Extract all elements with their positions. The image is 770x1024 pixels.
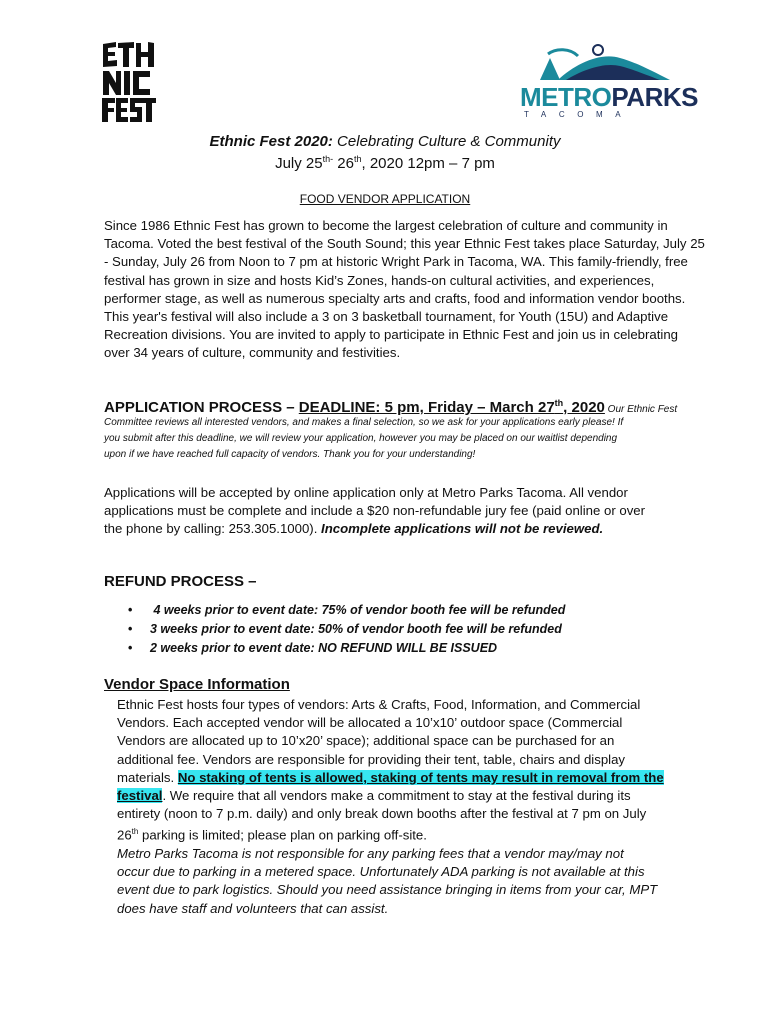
intro-line: festival has grown in size and hosts Kid’s Zones, hands-on cultural activities, and experiences,	[104, 272, 655, 288]
refund-list	[128, 601, 565, 658]
bullet-icon: •	[128, 641, 133, 655]
metro-parks-logo	[520, 44, 698, 120]
highlighted-rule: No staking of tents is allowed, staking of tents may result in removal from the	[177, 769, 664, 785]
vendor-space-body: Ethnic Fest hosts four types of vendors: Arts & Crafts, Food, Information, and Commercial Vendors. Each accepted vendor will be allocated a 10’x10’ outdoor space (Commercial Vendors are allocated up to 10’x20’ space); additional space can be purchased for an additional fee. Vendors are responsible for providing their tent, table, chairs and display materials. No staking of tents is allowed, staking of tents may result in removal from the festival. We require that all vendors make a commitment to stay at the festival during its entirety (noon to 7 p.m. daily) and only break down booths after the festival at 7 pm on July 26th parking is limited; please plan on parking off-site. Metro Parks Tacoma is not responsible for any parking fees that a vendor may/may not occur due to parking in a metered space. Unfortunately ADA parking is not available at this event due to park logistics. Should you need assistance bringing in items from your car, MPT does have staff and volunteers that can assist.	[117, 697, 664, 916]
refund-heading: REFUND PROCESS –	[104, 573, 257, 590]
highlighted-rule: festival	[117, 788, 163, 804]
application-note: Committee reviews all interested vendors, and makes a final selection, so we ask for your applications early please! If you submit after this deadline, we will review your application, however you may be placed on our waitlist depending upon if we have reached full capacity of vendors. Thank you for your understanding!	[104, 417, 624, 460]
intro-line: over 34 years of culture, community and festivities.	[104, 345, 401, 361]
application-body: Applications will be accepted by online application only at Metro Parks Tacoma. All vendor applications must be complete and include a $20 non-refundable jury fee (paid online or over the phone by calling: 253.305.1000). Incomplete applications will not be reviewed.	[104, 485, 646, 537]
metro-parks-emblem-icon	[520, 44, 690, 84]
intro-line: This year's festival will also include a 3 on 3 basketball tournament, for Youth (15U) and Adaptive	[104, 309, 669, 325]
ethnic-fest-logo-icon	[100, 40, 158, 124]
application-heading: APPLICATION PROCESS – DEADLINE: 5 pm, Friday – March 27th, 2020 Our Ethnic Fest	[104, 398, 678, 416]
intro-line: performer stage, as well as numerous specialty arts and crafts, food and information vendor booths.	[104, 290, 686, 306]
intro-line: Since 1986 Ethnic Fest has grown to become the largest celebration of culture and community in	[104, 218, 668, 233]
intro-paragraph	[104, 217, 704, 363]
metro-parks-subtitle: TACOMA	[524, 110, 634, 119]
event-dates: July $25^{th-}$ 26th, 2020 12pm – 7 pm	[275, 154, 495, 172]
ethnic-fest-logo	[100, 40, 158, 124]
bullet-icon: •	[128, 622, 133, 636]
list-item: • 2 weeks prior to event date: NO REFUND WILL BE ISSUED	[128, 639, 565, 658]
event-title: Ethnic Fest 2020: Celebrating Culture & Community	[209, 133, 561, 150]
list-item: • 4 weeks prior to event date: 75% of vendor booth fee will be refunded	[128, 601, 565, 620]
vendor-space-heading: Vendor Space Information	[104, 676, 290, 693]
list-item: • 3 weeks prior to event date: 50% of vendor booth fee will be refunded	[128, 620, 565, 639]
metro-parks-wordmark: METROPARKS	[520, 82, 698, 112]
bullet-icon: •	[128, 603, 133, 617]
deadline: DEADLINE: 5 pm, Friday – March 27th, 2020	[298, 398, 605, 416]
intro-line: Tacoma. Voted the best festival of the South Sound; this year Ethnic Fest takes place Saturday, July 25	[104, 236, 705, 252]
intro-line: - Sunday, July 26 from Noon to 7 pm at historic Wright Park in Tacoma, WA. This family-friendly, free	[104, 254, 688, 270]
intro-line: Recreation divisions. You are invited to apply to participate in Ethnic Fest and join us in celebrating	[104, 327, 678, 343]
form-title: FOOD VENDOR APPLICATION	[299, 192, 471, 206]
